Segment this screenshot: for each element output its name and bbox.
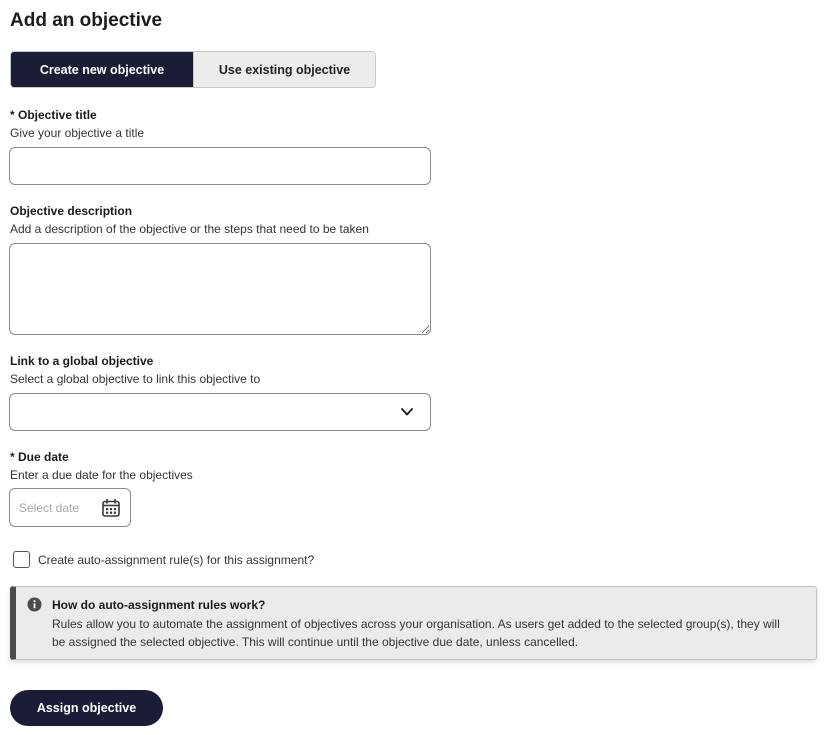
due-date-picker: [9, 488, 131, 527]
info-box-title: How do auto-assignment rules work?: [52, 598, 266, 612]
objective-description-hint: Add a description of the objective or the steps that need to be taken: [10, 222, 369, 236]
global-objective-label: Link to a global objective: [10, 354, 154, 368]
objective-mode-toggle: [10, 51, 376, 88]
objective-description-label: Objective description: [10, 204, 133, 218]
assign-objective-button[interactable]: Assign objective: [10, 690, 163, 726]
due-date-hint: Enter a due date for the objectives: [10, 468, 193, 482]
auto-assignment-row: [13, 551, 314, 568]
global-objective-hint: Select a global objective to link this objective to: [10, 372, 261, 386]
info-icon: [27, 597, 42, 612]
global-objective-select[interactable]: [9, 393, 431, 431]
use-existing-objective-tab[interactable]: Use existing objective: [193, 52, 375, 87]
create-new-objective-tab[interactable]: Create new objective: [11, 52, 193, 87]
due-date-input[interactable]: [10, 489, 100, 526]
info-box-text: Rules allow you to automate the assignment of objectives across your organisation. As users get added to the selected group(s), they will be assigned the selected objective. This will continue until the objective due date, unless cancelled.: [52, 617, 780, 649]
objective-title-label: * Objective title: [10, 108, 97, 122]
chevron-down-icon: [400, 406, 414, 418]
calendar-icon[interactable]: [101, 498, 121, 518]
auto-assignment-label[interactable]: Create auto-assignment rule(s) for this assignment?: [38, 552, 315, 567]
objective-description-textarea[interactable]: [9, 243, 431, 335]
auto-assignment-info-box: [10, 586, 817, 660]
objective-title-hint: Give your objective a title: [10, 126, 145, 140]
objective-title-input[interactable]: [9, 147, 431, 185]
due-date-label: * Due date: [10, 450, 69, 464]
page-title: Add an objective: [10, 10, 163, 31]
auto-assignment-checkbox[interactable]: [13, 551, 30, 568]
